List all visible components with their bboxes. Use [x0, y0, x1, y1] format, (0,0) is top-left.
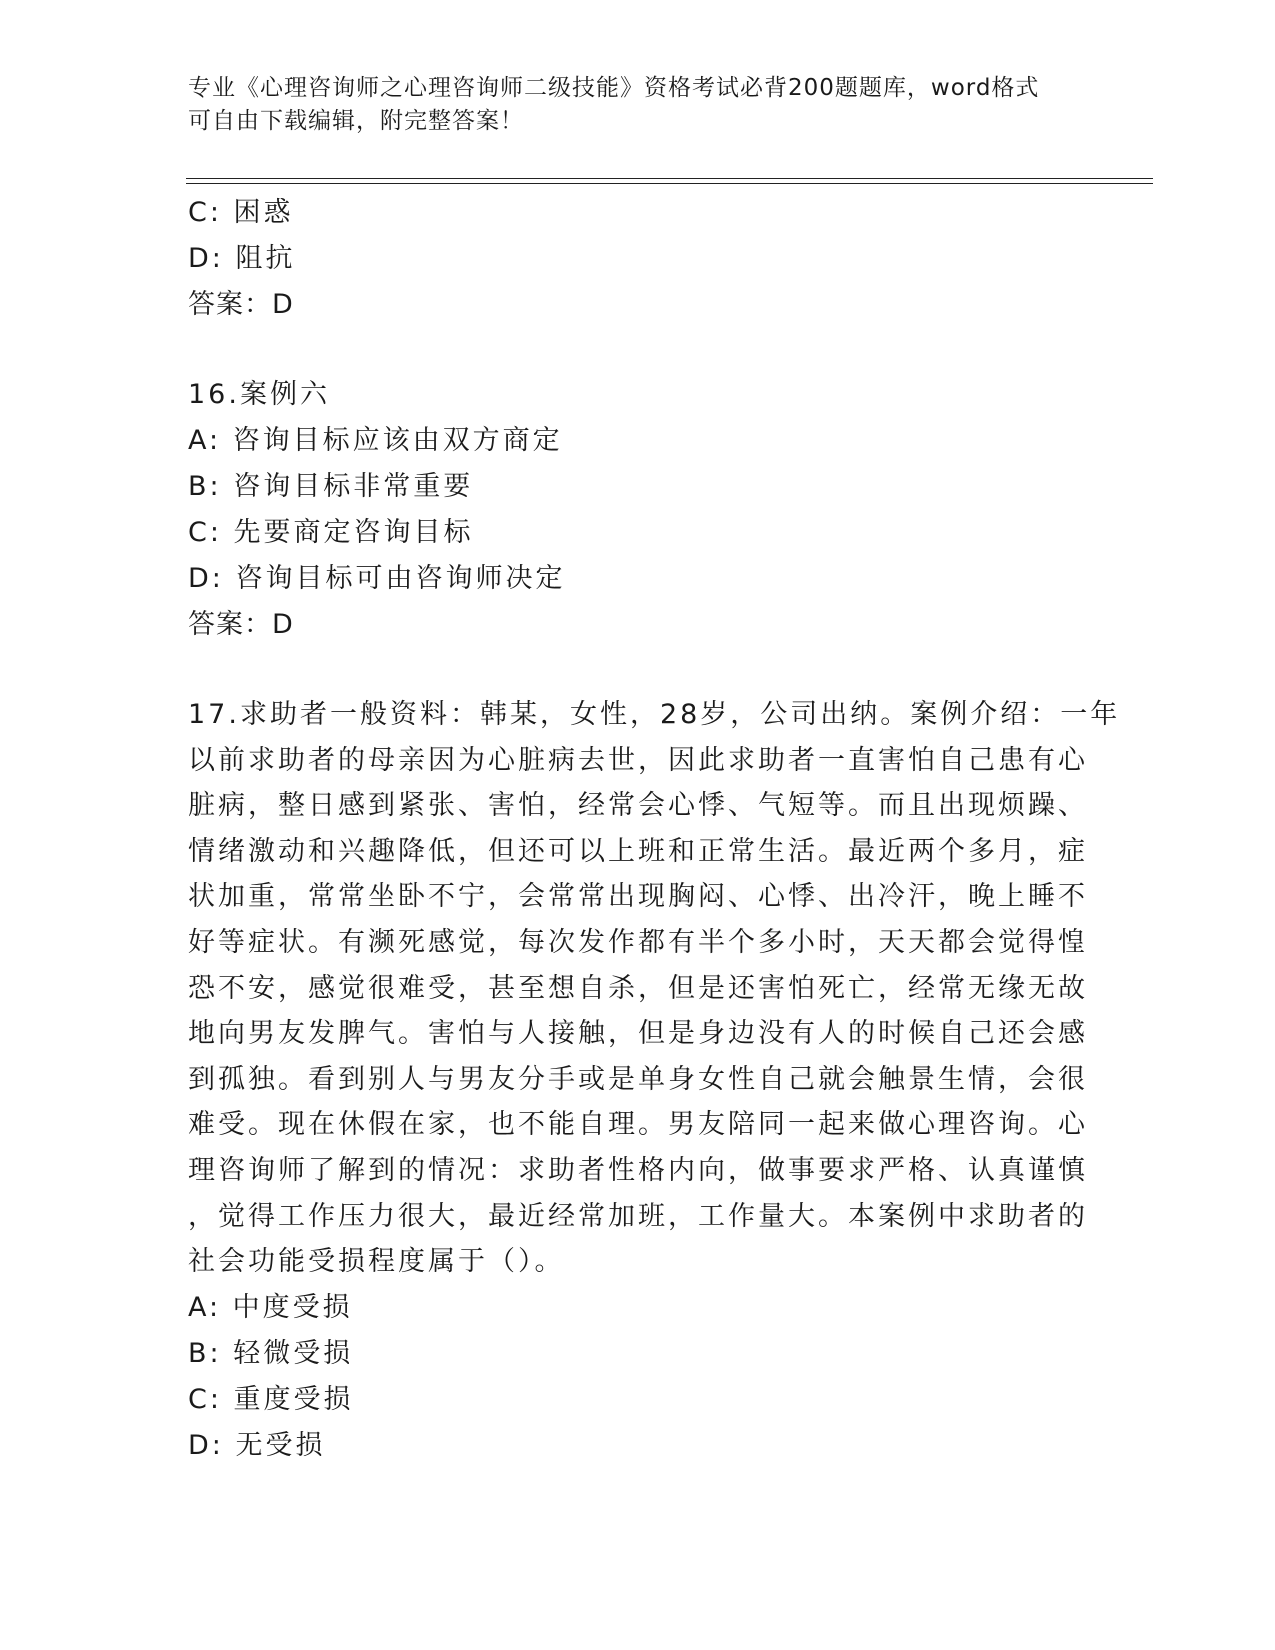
question-16 [188, 372, 1088, 648]
answer: 答案：D [188, 609, 294, 640]
option-c: C: 重度受损 [188, 1383, 354, 1415]
option-a: A: 咨询目标应该由双方商定 [188, 425, 563, 456]
answer: 答案：D [188, 289, 294, 320]
option-c: C: 先要商定咨询目标 [188, 517, 474, 548]
stem-line: 理咨询师了解到的情况：求助者性格内向，做事要求严格、认真谨慎 [188, 1154, 1088, 1186]
question-stem [188, 692, 1121, 1285]
question-17 [188, 692, 1121, 1469]
spacer [188, 328, 1088, 372]
header-line-1: 专业《心理咨询师之心理咨询师二级技能》资格考试必背200题题库，word格式 [188, 75, 1040, 101]
option-b: B: 轻微受损 [188, 1337, 354, 1369]
stem-line: 到孤独。看到别人与男友分手或是单身女性自己就会触景生情，会很 [188, 1063, 1088, 1095]
question-title: 16.案例六 [188, 379, 330, 410]
stem-line: 难受。现在休假在家，也不能自理。男友陪同一起来做心理咨询。心 [188, 1109, 1088, 1141]
option-d: D: 咨询目标可由咨询师决定 [188, 563, 566, 594]
stem-line: 地向男友发脾气。害怕与人接触，但是身边没有人的时候自己还会感 [188, 1018, 1088, 1050]
document-body [188, 190, 1121, 1469]
option-b: B: 咨询目标非常重要 [188, 471, 474, 502]
option-a: A: 中度受损 [188, 1291, 353, 1323]
stem-line: 脏病，整日感到紧张、害怕，经常会心悸、气短等。而且出现烦躁、 [188, 790, 1088, 822]
option-d: D: 无受损 [188, 1429, 326, 1461]
stem-line: 恐不安，感觉很难受，甚至想自杀，但是还害怕死亡，经常无缘无故 [188, 972, 1088, 1004]
header-divider-bottom [186, 183, 1153, 184]
stem-line: 以前求助者的母亲因为心脏病去世，因此求助者一直害怕自己患有心 [188, 744, 1088, 776]
header-line-2: 可自由下载编辑，附完整答案！ [188, 108, 524, 134]
stem-line: 社会功能受损程度属于（）。 [188, 1246, 565, 1278]
spacer [188, 648, 1088, 692]
option-d: D: 阻抗 [188, 243, 296, 274]
stem-line: ，觉得工作压力很大，最近经常加班，工作量大。本案例中求助者的 [188, 1200, 1088, 1232]
stem-line: 好等症状。有濒死感觉，每次发作都有半个多小时，天天都会觉得惶 [188, 926, 1088, 958]
stem-line: 情绪激动和兴趣降低，但还可以上班和正常生活。最近两个多月，症 [188, 835, 1088, 867]
option-c: C: 困惑 [188, 197, 294, 228]
stem-line: 17.求助者一般资料：韩某，女性，28岁，公司出纳。案例介绍：一年 [188, 699, 1121, 730]
question-15-tail [188, 190, 1088, 328]
document-header [188, 72, 1068, 138]
header-divider-top [186, 178, 1153, 179]
stem-line: 状加重，常常坐卧不宁，会常常出现胸闷、心悸、出冷汗，晚上睡不 [188, 881, 1088, 913]
